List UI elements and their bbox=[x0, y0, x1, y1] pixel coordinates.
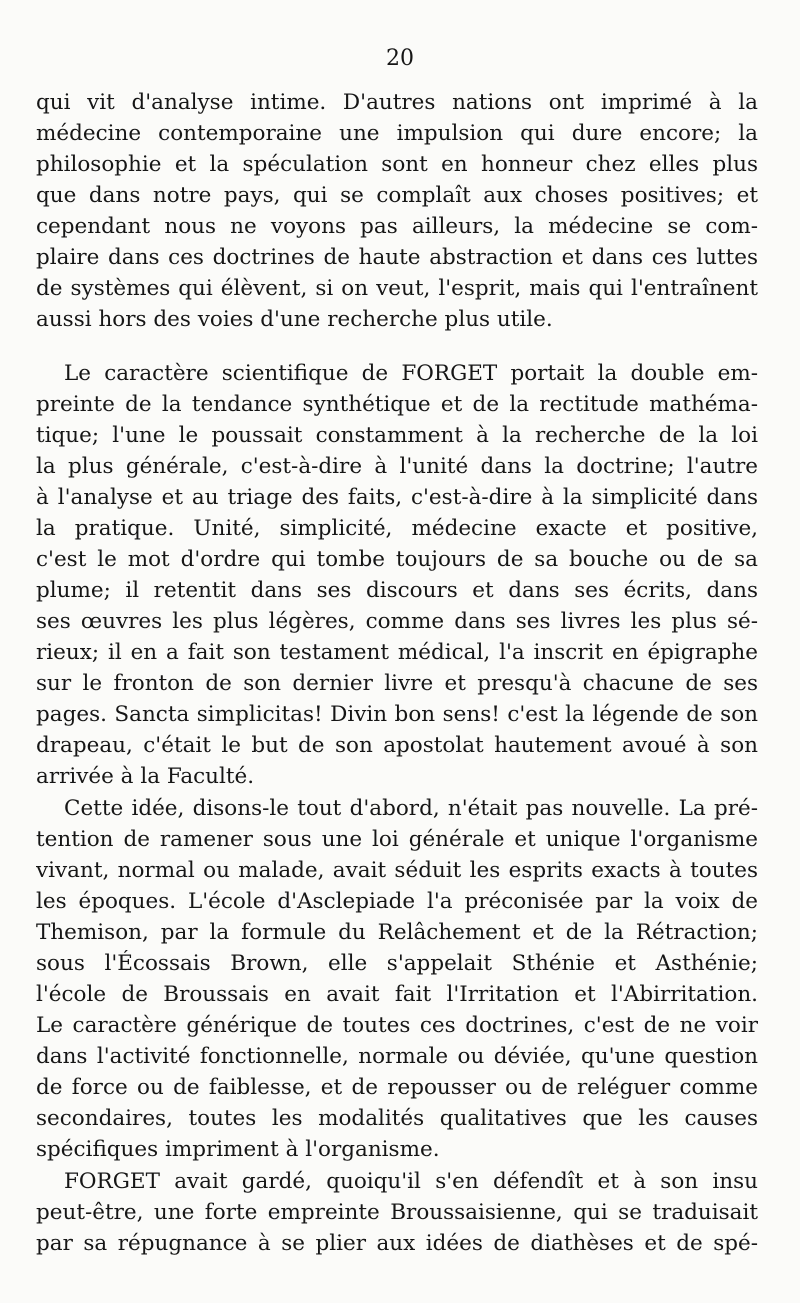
text-line: spécifiques impriment à l'organisme. bbox=[36, 1137, 440, 1162]
text-line: la pratique. Unité, simplicité, médecine exacte et positive, bbox=[36, 516, 758, 541]
paragraph-4 bbox=[36, 1166, 758, 1259]
paragraph-3 bbox=[36, 793, 758, 1165]
paragraph-2 bbox=[36, 358, 758, 792]
text-line: plaire dans ces doctrines de haute abstraction et dans ces luttes bbox=[36, 245, 758, 270]
text-line: arrivée à la Faculté. bbox=[36, 764, 255, 789]
text-line: drapeau, c'était le but de son apostolat hautement avoué à son bbox=[36, 733, 758, 758]
text-line: l'école de Broussais en avait fait l'Irritation et l'Abirritation. bbox=[36, 982, 758, 1007]
text-line: preinte de la tendance synthétique et de la rectitude mathéma- bbox=[36, 392, 758, 417]
text-line: par sa répugnance à se plier aux idées de diathèses et de spé- bbox=[36, 1231, 758, 1256]
text-line: médecine contemporaine une impulsion qui dure encore; la bbox=[36, 121, 758, 146]
text-line: Themison, par la formule du Relâchement et de la Rétraction; bbox=[36, 920, 758, 945]
text-line: Le caractère scientifique de FORGET portait la double em- bbox=[64, 361, 758, 386]
text-line: rieux; il en a fait son testament médical, l'a inscrit en épigraphe bbox=[36, 640, 758, 665]
text-line: vivant, normal ou malade, avait séduit les esprits exacts à toutes bbox=[36, 858, 758, 883]
text-line: ses œuvres les plus légères, comme dans ses livres les plus sé- bbox=[36, 609, 758, 634]
text-line: philosophie et la spéculation sont en honneur chez elles plus bbox=[36, 152, 758, 177]
text-line: cependant nous ne voyons pas ailleurs, la médecine se com- bbox=[36, 214, 758, 239]
paragraph-1 bbox=[36, 87, 758, 335]
text-line: de systèmes qui élèvent, si on veut, l'esprit, mais qui l'entraînent bbox=[36, 276, 758, 301]
text-line: la plus générale, c'est-à-dire à l'unité dans la doctrine; l'autre bbox=[36, 454, 758, 479]
text-line: que dans notre pays, qui se complaît aux choses positives; et bbox=[36, 183, 758, 208]
text-line: Cette idée, disons-le tout d'abord, n'était pas nouvelle. La pré- bbox=[64, 796, 758, 821]
text-line: pages. Sancta simplicitas! Divin bon sens! c'est la légende de son bbox=[36, 702, 758, 727]
text-line: FORGET avait gardé, quoiqu'il s'en défendît et à son insu bbox=[64, 1169, 758, 1194]
text-line: à l'analyse et au triage des faits, c'est-à-dire à la simplicité dans bbox=[36, 485, 758, 510]
text-line: sur le fronton de son dernier livre et presqu'à chacune de ses bbox=[36, 671, 758, 696]
text-line: les époques. L'école d'Asclepiade l'a préconisée par la voix de bbox=[36, 889, 758, 914]
page-number: 20 bbox=[386, 46, 414, 71]
text-line: de force ou de faiblesse, et de repousser ou de reléguer comme bbox=[36, 1075, 758, 1100]
text-line: Le caractère générique de toutes ces doctrines, c'est de ne voir bbox=[36, 1013, 758, 1038]
text-line: sous l'Écossais Brown, elle s'appelait Sthénie et Asthénie; bbox=[36, 951, 758, 976]
text-line: dans l'activité fonctionnelle, normale ou déviée, qu'une question bbox=[36, 1044, 758, 1069]
text-line: aussi hors des voies d'une recherche plus utile. bbox=[36, 307, 553, 332]
text-line: secondaires, toutes les modalités qualitatives que les causes bbox=[36, 1106, 758, 1131]
text-line: tention de ramener sous une loi générale et unique l'organisme bbox=[36, 827, 758, 852]
text-line: tique; l'une le poussait constamment à la recherche de la loi bbox=[36, 423, 758, 448]
text-line: plume; il retentit dans ses discours et dans ses écrits, dans bbox=[36, 578, 758, 603]
text-line: peut-être, une forte empreinte Broussaisienne, qui se traduisait bbox=[36, 1200, 758, 1225]
text-line: qui vit d'analyse intime. D'autres nations ont imprimé à la bbox=[36, 90, 758, 115]
text-line: c'est le mot d'ordre qui tombe toujours de sa bouche ou de sa bbox=[36, 547, 758, 572]
